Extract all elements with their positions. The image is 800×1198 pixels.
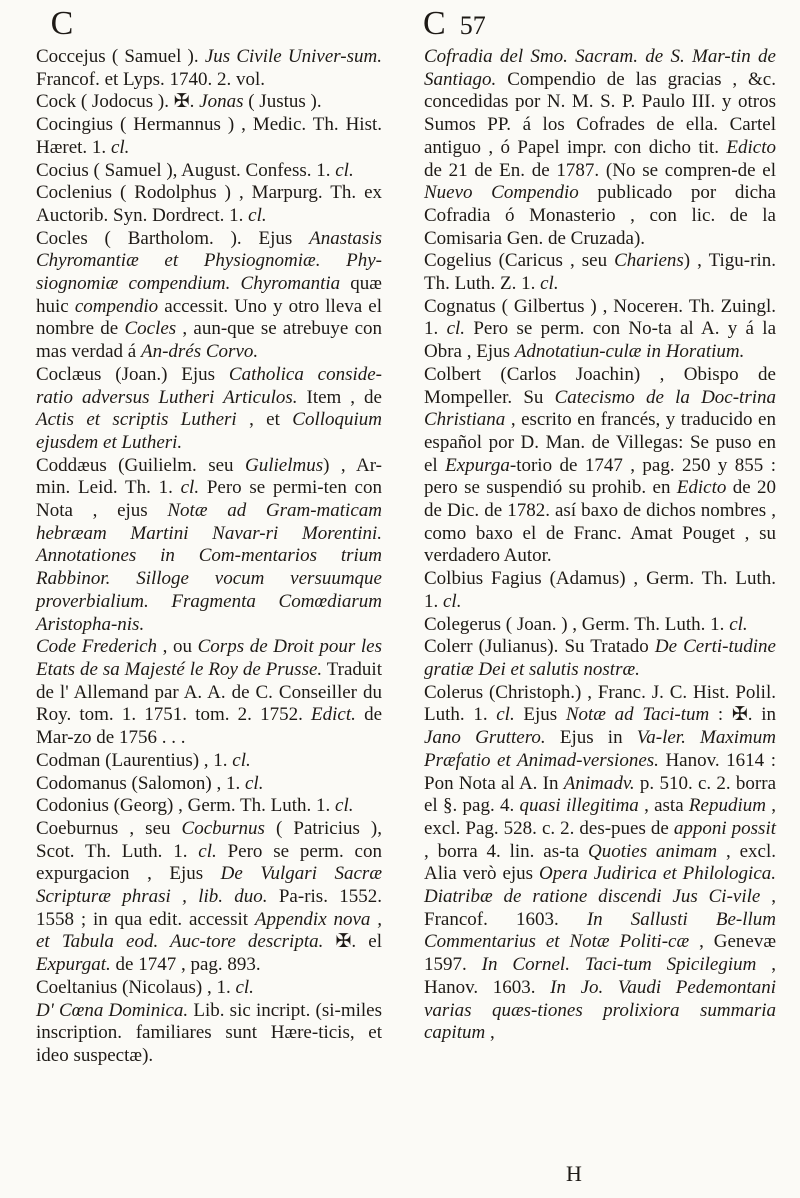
entry-italic-text: Gulielmus xyxy=(245,454,324,476)
left-column-letter: C xyxy=(50,5,74,42)
entry-italic-text: Code Frederich xyxy=(36,636,157,658)
index-entry xyxy=(36,977,382,1000)
entry-italic-text: D' Cœna Dominica. xyxy=(36,999,189,1021)
entry-italic-text: quasi illegitima xyxy=(519,795,639,817)
entry-italic-text: De Certi-tudine gratiæ Dei et salutis nostræ. xyxy=(424,636,776,680)
entry-text: Colerus (Christoph.) , Franc. J. C. Hist. Polil. Luth. 1. xyxy=(424,681,776,726)
entry-text: , asta xyxy=(638,795,689,817)
entry-text: : ✠. in xyxy=(709,704,776,726)
entry-italic-text: Jano Gruttero. xyxy=(424,727,546,749)
entry-text: , et xyxy=(236,409,293,431)
index-entry xyxy=(424,614,776,637)
entry-text: Coclæus (Joan.) Ejus xyxy=(36,363,229,385)
entry-text: Ejus in xyxy=(545,727,637,749)
entry-italic-text: compendio xyxy=(74,295,159,317)
entry-italic-text: Catholica conside-ratio adversus Lutheri Articulos. xyxy=(36,363,383,408)
entry-text: de 20 de Dic. de 1782. así baxo de dichos nombres , como baxo el de Franc. Amat Pouget , su verdadero Autor. xyxy=(424,477,776,567)
right-header xyxy=(423,4,543,44)
index-entry xyxy=(36,182,382,227)
index-entry xyxy=(424,364,776,568)
entry-text: Cocles ( Bartholom. ). Ejus xyxy=(36,227,310,249)
entry-italic-text: Anastasis Chyromantiæ et Physiognomiæ. Phy-siognomiæ compendium. Chyromantia xyxy=(36,227,382,295)
index-entry xyxy=(36,46,382,91)
entry-italic-text: cl. xyxy=(245,772,264,794)
index-entry xyxy=(424,636,776,681)
entry-italic-text: Adnotatiun-culæ in Horatium. xyxy=(514,341,745,363)
entry-text: Traduit de l' Allemand par A. A. de C. Conseiller du Roy. tom. 1. 1751. tom. 2. 1752. xyxy=(36,658,382,726)
index-entry xyxy=(424,250,776,295)
entry-italic-text: cl. xyxy=(180,477,200,499)
entry-italic-text: Edicto xyxy=(726,136,776,158)
entry-italic-text: Chariens xyxy=(614,250,684,272)
entry-italic-text: cl. xyxy=(232,749,251,771)
entry-text: Colbius Fagius (Adamus) , Germ. Th. Luth. 1. xyxy=(424,568,776,612)
entry-text: publicado por dicha Cofradia ó Monasterio , con lic. de la Comisaria Gen. de Cruzada). xyxy=(424,182,776,249)
entry-text: Compendio de las gracias , &c. concedidas por N. M. S. P. Paulo III. y otros Sumos PP. á los Cofrades de ella. Cartel antiguo , ó Papel impr. con dicho tit. xyxy=(424,68,776,158)
entry-text: , ou xyxy=(157,636,198,658)
entry-text: ) , Tigu-rin. Th. Luth. Z. 1. xyxy=(424,250,776,295)
entry-text: Item , de xyxy=(297,386,382,408)
entry-text: Cocius ( Samuel ), August. Confess. 1. xyxy=(36,159,336,181)
entry-italic-text: Va-ler. Maximum Præfatio et Animad-versiones. xyxy=(424,727,776,771)
entry-text: , Francof. 1603. xyxy=(424,886,777,930)
entry-italic-text: cl. xyxy=(496,704,515,726)
entry-text: Lib. sic incript. (si-miles inscription. familiares sunt Hære-ticis, et ideo suspectæ). xyxy=(36,999,382,1066)
right-column-letter: C xyxy=(423,5,446,42)
entry-text: Colerr (Julianus). Su Tratado xyxy=(424,636,655,658)
index-entry xyxy=(36,750,382,773)
entry-text: Coeltanius (Nicolaus) , 1. xyxy=(36,976,236,998)
entry-text: de 1747 , pag. 893. xyxy=(110,954,261,976)
entry-text: , borra 4. lin. as-ta xyxy=(424,840,588,862)
index-entry xyxy=(36,818,382,977)
index-entry xyxy=(424,568,776,613)
entry-italic-text: Actis et scriptis Lutheri xyxy=(36,409,237,431)
entry-italic-text: cl. xyxy=(248,204,267,226)
entry-italic-text: Notæ ad Gram-maticam hebræam Martini Navar-ri Morentini. Annotationes in Com-mentarios trium Rabbinor. Silloge vocum versuumque proverbialium. Fragmenta Comœdiarum Aristopha-nis. xyxy=(36,500,382,635)
index-entry xyxy=(36,455,382,637)
index-entry xyxy=(36,114,382,159)
entry-text: Coclenius ( Rodolphus ) , Marpurg. Th. ex Auctorib. Syn. Dordrect. 1. xyxy=(36,182,382,226)
entry-text: Coddæus (Guilielm. seu xyxy=(36,454,245,476)
entry-italic-text: An-drés Corvo. xyxy=(140,341,259,363)
entry-text: , aun-que se atrebuye con mas verdad á xyxy=(36,318,383,363)
entry-italic-text: cl. xyxy=(235,976,254,998)
entry-text: Francof. et Lyps. 1740. 2. vol. xyxy=(36,68,266,90)
entry-italic-text: Expurga- xyxy=(445,454,517,476)
entry-text: Pero se perm. con No-ta al A. y á la Obra , Ejus xyxy=(424,318,777,363)
entry-text: Coeburnus , seu xyxy=(36,817,182,839)
entry-italic-text: Edicto xyxy=(676,477,727,499)
entry-text: , excl. Pag. 528. c. 2. des-pues de xyxy=(424,795,776,839)
entry-italic-text: Notæ ad Taci-tum xyxy=(565,704,710,726)
right-column xyxy=(424,46,776,1045)
left-column xyxy=(36,46,382,1068)
entry-text: Pero se perm. con expurgacion , Ejus xyxy=(36,840,382,885)
entry-text: , excl. Alia verò ejus xyxy=(424,840,776,885)
index-entry xyxy=(36,160,382,183)
entry-text: ( Patricius ), Scot. Th. Luth. 1. xyxy=(36,817,382,862)
entry-italic-text: cl. xyxy=(110,136,130,158)
entry-text: Ejus xyxy=(514,704,566,726)
entry-italic-text: Nuevo Compendio xyxy=(424,182,579,204)
entry-text: Coccejus ( Samuel ). xyxy=(36,46,205,67)
index-entry xyxy=(36,91,382,114)
index-entry xyxy=(424,46,776,250)
entry-italic-text: Cofradia del Smo. Sacram. de S. Mar-tin de Santiago. xyxy=(424,46,776,90)
entry-italic-text: Catecismo de la Doc-trina Christiana xyxy=(424,386,776,431)
entry-italic-text: Cocles xyxy=(124,318,177,340)
entry-italic-text: Jonas xyxy=(199,91,244,113)
page-number: 57 xyxy=(459,11,486,40)
entry-italic-text: apponi possit xyxy=(673,817,776,839)
entry-italic-text: Cocburnus xyxy=(181,817,265,839)
entry-text: , escrito en francés, y traducido en español por D. Man. de Villegas: Se puso en el xyxy=(424,409,776,476)
entry-text: ✠. el xyxy=(323,931,382,953)
index-entry xyxy=(424,682,776,1045)
entry-text: de 21 de En. de 1787. (No se compren-de el xyxy=(424,159,776,181)
entry-text: , xyxy=(485,1022,495,1044)
entry-italic-text: cl. xyxy=(540,273,559,295)
entry-italic-text: In Cornel. Taci-tum Spicilegium xyxy=(481,954,757,976)
entry-italic-text: In Jo. Vaudi Pedemontani varias quæs-tiones prolixiora summaria capitum xyxy=(424,976,776,1044)
entry-text: Codman (Laurentius) , 1. xyxy=(36,749,233,771)
entry-italic-text: cl. xyxy=(729,613,748,635)
entry-italic-text: De Vulgari Sacræ Scripturæ phrasi , lib. duo. xyxy=(36,863,382,908)
entry-text: ) , Ar-min. Leid. Th. 1. xyxy=(36,454,382,499)
entry-text: Codomanus (Salomon) , 1. xyxy=(36,772,245,794)
index-entry xyxy=(424,296,776,364)
entry-italic-text: Quoties animam xyxy=(587,840,718,862)
signature-mark: H xyxy=(566,1161,582,1186)
entry-text: Cognatus ( Gilbertus ) , Nocerен. Th. Zuingl. 1. xyxy=(424,295,776,340)
entry-text: de Mar-zo de 1756 . . . xyxy=(36,704,382,749)
entry-italic-text: Corps de Droit pour les Etats de sa Majesté le Roy de Prusse. xyxy=(36,636,382,680)
entry-text: ( Justus ). xyxy=(243,91,322,113)
entry-italic-text: Repudium xyxy=(688,795,766,817)
entry-text: torio de 1747 , pag. 250 y 855 : pero se suspendió su prohib. en xyxy=(424,454,776,499)
entry-italic-text: Expurgat. xyxy=(36,954,111,976)
entry-text: Cogelius (Caricus , seu xyxy=(424,250,615,272)
index-entry xyxy=(36,773,382,796)
entry-italic-text: Opera Judirica et Philologica. Diatribæ de ratione discendi Jus Ci-vile xyxy=(424,863,776,908)
entry-text: quæ huic xyxy=(36,273,382,317)
entry-italic-text: cl. xyxy=(198,840,217,862)
entry-italic-text: Colloquium ejusdem et Lutheri. xyxy=(36,409,382,453)
entry-italic-text: cl. xyxy=(335,159,354,181)
entry-italic-text: Jus Civile Univer-sum. xyxy=(204,46,382,67)
entry-text: p. 510. c. 2. borra el §. pag. 4. xyxy=(424,772,776,817)
entry-text: Hanov. 1614 : Pon Nota al A. In xyxy=(424,749,777,794)
entry-text: Colegerus ( Joan. ) , Germ. Th. Luth. 1. xyxy=(424,613,730,635)
entry-text: Colbert (Carlos Joachin) , Obispo de Mompeller. Su xyxy=(424,363,776,408)
entry-italic-text: Animadv. xyxy=(563,772,635,794)
entry-text: , Genevæ 1597. xyxy=(424,931,777,976)
index-entry xyxy=(36,795,382,818)
index-entry xyxy=(36,228,382,364)
entry-text: Codonius (Georg) , Germ. Th. Luth. 1. xyxy=(36,795,336,817)
index-entry xyxy=(36,364,382,455)
index-entry xyxy=(36,636,382,750)
entry-text: Cocingius ( Hermannus ) , Medic. Th. Hist. Hæret. 1. xyxy=(36,114,382,158)
entry-italic-text: Edict. xyxy=(311,704,356,726)
entry-italic-text: Appendix nova , et Tabula eod. Auc-tore descripta. xyxy=(36,908,382,953)
entry-italic-text: cl. xyxy=(446,318,466,340)
entry-italic-text: cl. xyxy=(335,795,354,817)
entry-text: accessit. Uno y otro lleva el nombre de xyxy=(36,295,383,340)
entry-text: Pero se permi-ten con Nota , ejus xyxy=(36,477,382,522)
entry-text: Cock ( Jodocus ). ✠. xyxy=(36,91,200,113)
entry-text: , Hanov. 1603. xyxy=(424,954,777,998)
entry-text: Pa-ris. 1552. 1558 ; in qua edit. accessit xyxy=(36,886,383,930)
entry-italic-text: In Sallusti Be-llum Commentarius et Notæ Politi-cæ xyxy=(424,908,777,953)
entry-italic-text: cl. xyxy=(443,590,462,612)
index-entry xyxy=(36,1000,382,1068)
